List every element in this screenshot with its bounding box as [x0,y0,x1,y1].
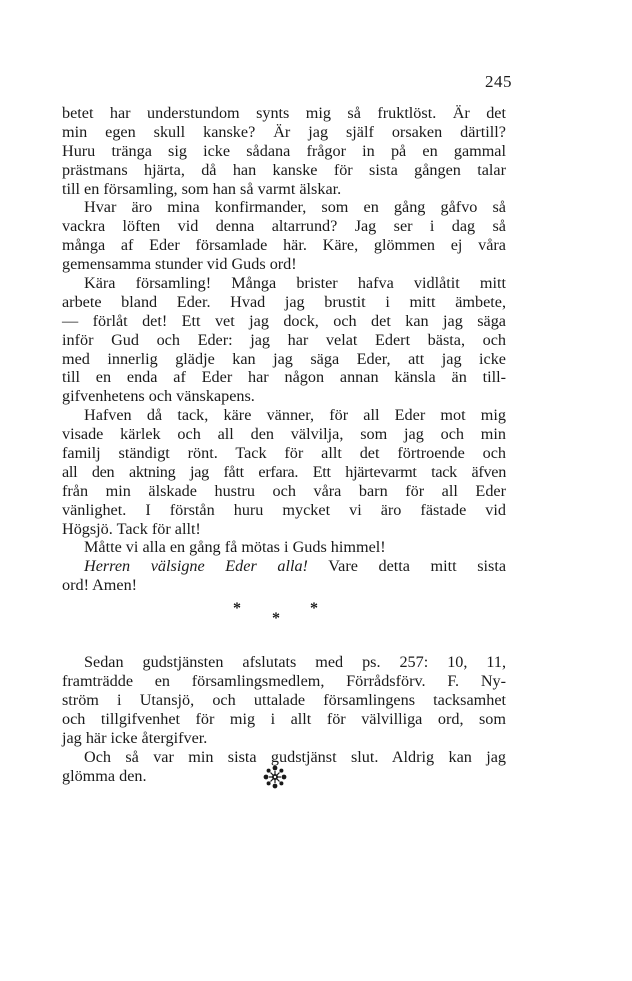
asterisk: * [272,610,280,628]
text-line: ström i Utansjö, och uttalade församlingens tacksamhet [62,690,506,709]
text-line: betet har understundom synts mig så fruktlöst. Är det [62,104,506,122]
paragraph-3 [62,274,506,406]
text-line: inför Gud och Eder: jag har velat Edert bästa, och [62,330,506,349]
page-number: 245 [485,72,512,91]
text-line: arbete bland Eder. Hvad jag brustit i mitt ämbete, [62,292,506,311]
text-fragment: Vare detta mitt sista [307,557,507,576]
text-line: glömma den. [62,766,147,785]
paragraph-1 [62,104,506,198]
text-line: ord! Amen! [62,576,138,595]
text-line: med innerlig glädje kan jag säga Eder, att jag icke [62,349,506,368]
text-line: all den aktning jag fått erfara. Ett hjärtevarmt tack äfven [62,462,506,481]
text-line: till en enda af Eder har någon annan känsla än till- [62,368,506,387]
text-line: Högsjö. Tack för allt! [62,519,201,538]
text-line: Hafven då tack, käre vänner, för all Eder mot mig [84,406,506,425]
text-line: visade kärlek och all den välvilja, som jag och min [62,425,506,444]
text-line: — förlåt det! Ett vet jag dock, och det kan jag säga [62,311,506,330]
text-line: Måtte vi alla en gång få mötas i Guds himmel! [84,538,386,557]
text-line: prästmans hjärta, då han kanske för sista gången talar [62,160,506,179]
text-line: framträdde en församlingsmedlem, Förrådsförv. F. Ny- [62,672,506,691]
text-line: gifvenhetens och vänskapens. [62,387,255,406]
text-line: jag här icke återgifver. [62,728,208,747]
body-text [62,104,506,785]
text-line [62,557,506,576]
text-line: till en församling, som han så varmt älskar. [62,179,342,198]
text-line: Kära församling! Många brister hafva vidlåtit mitt [84,274,506,293]
italic-blessing: Herren välsigne Eder alla! [84,557,308,576]
text-line: från min älskade hustru och våra barn för all Eder [62,481,506,500]
text-line: Huru tränga sig icke sådana frågor in på en gammal [62,141,506,160]
text-line: Och så var min sista gudstjänst slut. Aldrig kan jag [84,747,506,766]
asterisk: * [310,600,318,618]
text-line: Sedan gudstjänsten afslutats med ps. 257: 10, 11, [84,653,506,672]
asterisk: * [233,600,241,618]
text-line: familj ständigt rönt. Tack för allt det förtroende och [62,444,506,463]
paragraph-4 [62,406,506,538]
paragraph-2 [62,198,506,274]
paragraph-5 [62,538,506,557]
spacer [62,631,506,653]
text-line: vackra löften vid denna altarrund? Jag ser i dag så [62,217,506,236]
text-line: vänlighet. I förstån huru mycket vi äro fästade vid [62,500,506,519]
section-separator [62,595,506,631]
floral-ornament-icon [261,763,289,791]
text-line: Hvar äro mina konfirmander, som en gång gåfvo så [84,198,506,217]
paragraph-6 [62,557,506,595]
text-line: min egen skull kanske? Är jag själf orsaken därtill? [62,122,506,141]
text-line: gemensamma stunder vid Guds ord! [62,255,297,274]
text-line: och tillgifvenhet för mig i allt för välvilliga ord, som [62,709,506,728]
paragraph-7 [62,653,506,747]
text-line: många af Eder församlade här. Käre, glömmen ej våra [62,236,506,255]
